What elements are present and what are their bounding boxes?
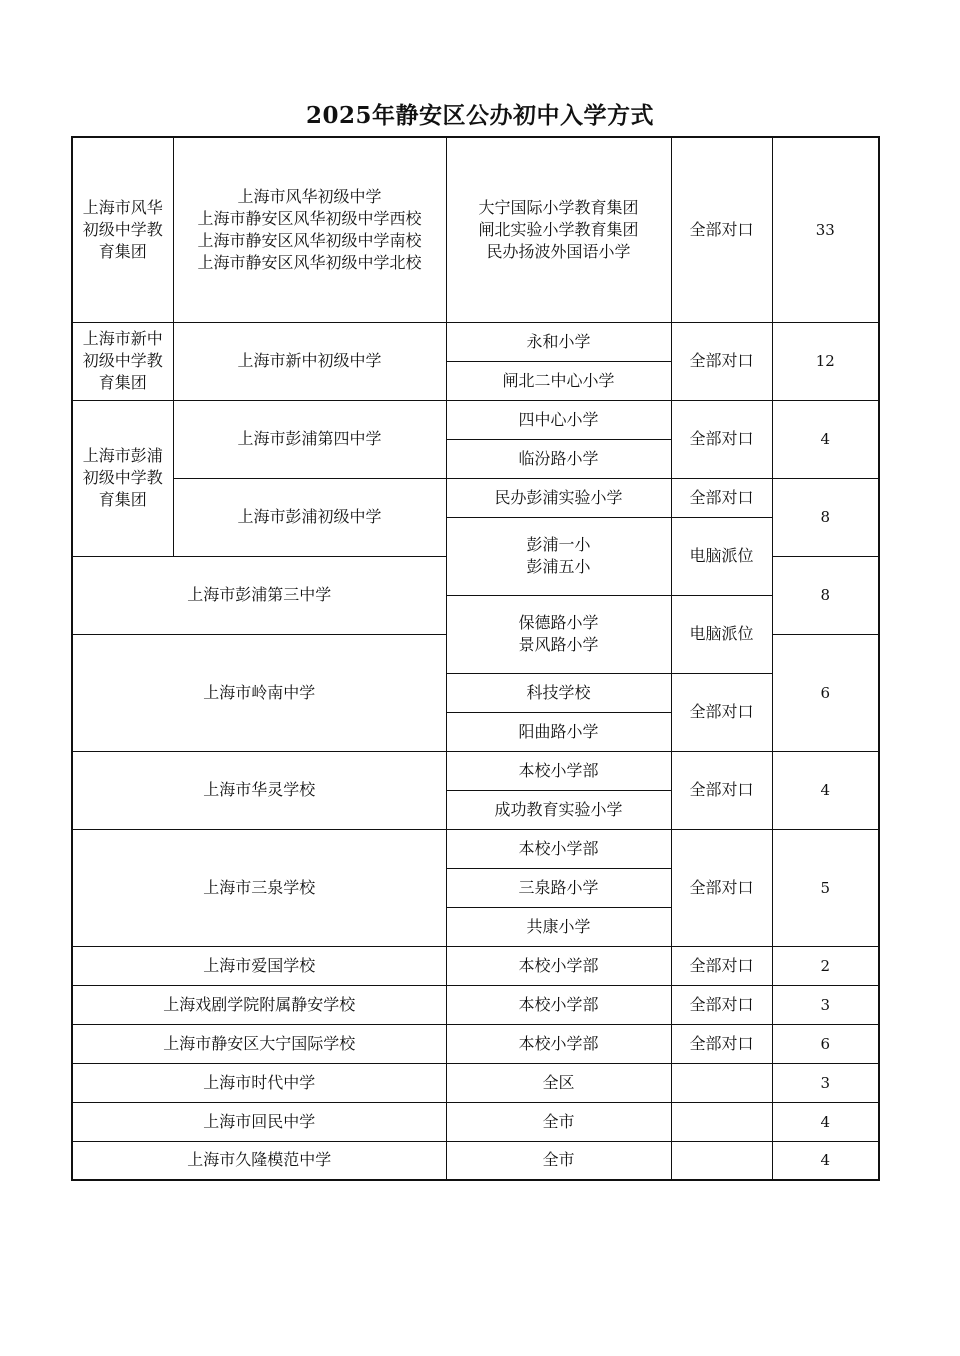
school-name-cell: 上海市静安区大宁国际学校	[72, 1024, 446, 1063]
primary-school-cell: 彭浦一小 彭浦五小	[446, 517, 671, 595]
table-row	[72, 946, 879, 985]
primary-school-cell: 民办彭浦实验小学	[446, 478, 671, 517]
admission-table-wrapper	[71, 136, 880, 1181]
admission-method-cell	[671, 1063, 772, 1102]
school-name-cell: 上海市彭浦第三中学	[72, 556, 446, 634]
enrollment-count-cell: 4	[772, 751, 879, 829]
school-name-cell: 上海市彭浦初级中学	[173, 478, 446, 556]
group-name-cell: 上海市风华 初级中学教 育集团	[72, 137, 173, 322]
admission-method-cell: 全部对口	[671, 946, 772, 985]
primary-school-cell: 保德路小学 景风路小学	[446, 595, 671, 673]
school-name-cell: 上海市风华初级中学 上海市静安区风华初级中学西校 上海市静安区风华初级中学南校 上海市静安区风华初级中学北校	[173, 137, 446, 322]
table-row	[72, 829, 879, 868]
group-name-cell: 上海市新中 初级中学教 育集团	[72, 322, 173, 400]
admission-method-cell: 全部对口	[671, 1024, 772, 1063]
primary-school-cell: 全区	[446, 1063, 671, 1102]
table-row	[72, 478, 879, 517]
enrollment-count-cell: 4	[772, 400, 879, 478]
table-row	[72, 1102, 879, 1141]
school-name-cell: 上海市新中初级中学	[173, 322, 446, 400]
primary-school-cell: 本校小学部	[446, 1024, 671, 1063]
school-name-cell: 上海市爱国学校	[72, 946, 446, 985]
enrollment-count-cell: 8	[772, 556, 879, 634]
admission-method-cell	[671, 1141, 772, 1180]
primary-school-cell: 科技学校	[446, 673, 671, 712]
enrollment-count-cell: 12	[772, 322, 879, 400]
admission-method-cell: 全部对口	[671, 751, 772, 829]
primary-school-cell: 本校小学部	[446, 946, 671, 985]
admission-method-cell: 全部对口	[671, 322, 772, 400]
enrollment-count-cell: 4	[772, 1102, 879, 1141]
admission-method-cell: 全部对口	[671, 985, 772, 1024]
table-row	[72, 1024, 879, 1063]
group-name-cell: 上海市彭浦 初级中学教 育集团	[72, 400, 173, 556]
page-title: 2025年静安区公办初中入学方式	[305, 102, 654, 129]
primary-school-cell: 永和小学	[446, 322, 671, 361]
admission-table	[71, 136, 880, 1181]
primary-school-cell: 全市	[446, 1102, 671, 1141]
enrollment-count-cell: 8	[772, 478, 879, 556]
primary-school-cell: 闸北二中心小学	[446, 361, 671, 400]
enrollment-count-cell: 33	[772, 137, 879, 322]
enrollment-count-cell: 3	[772, 1063, 879, 1102]
primary-school-cell: 四中心小学	[446, 400, 671, 439]
primary-school-cell: 临汾路小学	[446, 439, 671, 478]
table-row	[72, 322, 879, 361]
admission-method-cell: 全部对口	[671, 400, 772, 478]
enrollment-count-cell: 5	[772, 829, 879, 946]
school-name-cell: 上海戏剧学院附属静安学校	[72, 985, 446, 1024]
admission-method-cell: 全部对口	[671, 478, 772, 517]
admission-method-cell: 电脑派位	[671, 517, 772, 595]
admission-method-cell: 全部对口	[671, 829, 772, 946]
school-name-cell: 上海市华灵学校	[72, 751, 446, 829]
enrollment-count-cell: 3	[772, 985, 879, 1024]
enrollment-count-cell: 4	[772, 1141, 879, 1180]
school-name-cell: 上海市久隆模范中学	[72, 1141, 446, 1180]
school-name-cell: 上海市三泉学校	[72, 829, 446, 946]
admission-method-cell: 全部对口	[671, 673, 772, 751]
primary-school-cell: 大宁国际小学教育集团 闸北实验小学教育集团 民办扬波外国语小学	[446, 137, 671, 322]
table-row	[72, 985, 879, 1024]
primary-school-cell: 全市	[446, 1141, 671, 1180]
school-name-cell: 上海市岭南中学	[72, 634, 446, 751]
enrollment-count-cell: 2	[772, 946, 879, 985]
primary-school-cell: 阳曲路小学	[446, 712, 671, 751]
table-row	[72, 400, 879, 439]
primary-school-cell: 本校小学部	[446, 751, 671, 790]
primary-school-cell: 三泉路小学	[446, 868, 671, 907]
table-row	[72, 137, 879, 322]
primary-school-cell: 本校小学部	[446, 829, 671, 868]
primary-school-cell: 成功教育实验小学	[446, 790, 671, 829]
school-name-cell: 上海市时代中学	[72, 1063, 446, 1102]
admission-method-cell	[671, 1102, 772, 1141]
primary-school-cell: 本校小学部	[446, 985, 671, 1024]
admission-method-cell: 电脑派位	[671, 595, 772, 673]
primary-school-cell: 共康小学	[446, 907, 671, 946]
table-row	[72, 1063, 879, 1102]
enrollment-count-cell: 6	[772, 1024, 879, 1063]
table-row	[72, 1141, 879, 1180]
admission-method-cell: 全部对口	[671, 137, 772, 322]
school-name-cell: 上海市回民中学	[72, 1102, 446, 1141]
table-row	[72, 751, 879, 790]
school-name-cell: 上海市彭浦第四中学	[173, 400, 446, 478]
enrollment-count-cell: 6	[772, 634, 879, 751]
